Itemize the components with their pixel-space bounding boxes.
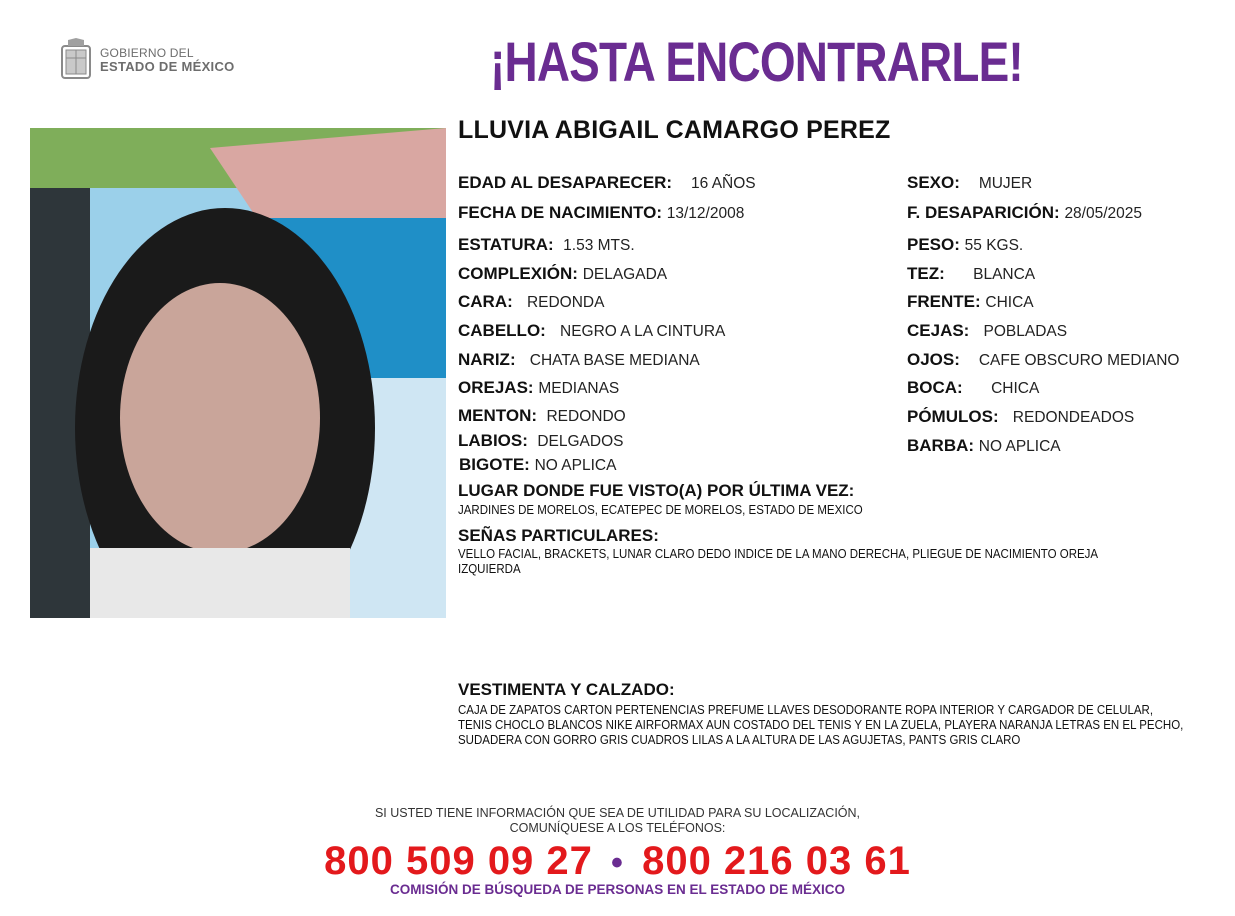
field-cejas: CEJAS: POBLADAS	[907, 321, 1068, 340]
field-sexo: SEXO: MUJER	[907, 173, 1033, 192]
field-tez: TEZ: BLANCA	[907, 264, 1036, 283]
commission-name: COMISIÓN DE BÚSQUEDA DE PERSONAS EN EL ESTADO DE MÉXICO	[389, 882, 846, 897]
field-menton: MENTON: REDONDO	[458, 406, 626, 425]
clothing-text: CAJA DE ZAPATOS CARTON PERTENENCIAS PREFUME LLAVES DESODORANTE ROPA INTERIOR Y CARGADOR DE CELULAR, TENIS CHOCLO BLANCOS NIKE AIRFORMAX AUN COSTADO DEL TENIS Y EN LA ZUELA, PLAYERA NARANJA LETRAS EN EL PECHO, SUDADERA CON GORRO GRIS CUADROS LILAS A LA ALTURA DE LAS AGUJETAS, PANTS GRIS CLARO	[458, 703, 1184, 747]
last-seen-heading: LUGAR DONDE FUE VISTO(A) POR ÚLTIMA VEZ:	[458, 481, 855, 500]
separator-dot: •	[611, 844, 624, 882]
logo-line-1: GOBIERNO DEL	[100, 46, 194, 60]
field-fecha-nacimiento: FECHA DE NACIMIENTO: 13/12/2008	[458, 203, 745, 222]
field-orejas: OREJAS: MEDIANAS	[458, 378, 620, 397]
person-photo	[30, 128, 446, 618]
phone-number-2[interactable]: 800 216 03 61	[642, 839, 911, 883]
coat-of-arms-icon	[58, 38, 94, 82]
field-pomulos: PÓMULOS: REDONDEADOS	[907, 407, 1135, 426]
last-seen-text: JARDINES DE MORELOS, ECATEPEC DE MORELOS, ESTADO DE MEXICO	[458, 503, 863, 517]
marks-text: VELLO FACIAL, BRACKETS, LUNAR CLARO DEDO INDICE DE LA MANO DERECHA, PLIEGUE DE NACIMIENTO OREJA IZQUIERDA	[458, 547, 1098, 576]
photo-placeholder-icon	[30, 128, 446, 618]
marks-heading: SEÑAS PARTICULARES:	[458, 526, 659, 545]
field-cabello: CABELLO: NEGRO A LA CINTURA	[458, 321, 726, 340]
poster-title: ¡HASTA ENCONTRARLE!	[490, 30, 1023, 93]
phone-number-1[interactable]: 800 509 09 27	[324, 839, 593, 883]
field-nariz: NARIZ: CHATA BASE MEDIANA	[458, 350, 700, 369]
person-name: LLUVIA ABIGAIL CAMARGO PEREZ	[458, 116, 891, 144]
field-cara: CARA: REDONDA	[458, 292, 605, 311]
logo-line-2: ESTADO DE MÉXICO	[100, 59, 235, 74]
field-edad: EDAD AL DESAPARECER: 16 AÑOS	[458, 173, 756, 192]
field-boca: BOCA: CHICA	[907, 378, 1040, 397]
field-peso: PESO: 55 KGS.	[907, 235, 1024, 254]
field-bigote: BIGOTE: NO APLICA	[459, 455, 617, 474]
field-labios: LABIOS: DELGADOS	[458, 431, 624, 450]
clothing-heading: VESTIMENTA Y CALZADO:	[458, 680, 675, 699]
field-complexion: COMPLEXIÓN: DELAGADA	[458, 264, 668, 283]
contact-instructions: SI USTED TIENE INFORMACIÓN QUE SEA DE UTILIDAD PARA SU LOCALIZACIÓN, COMUNÍQUESE A LOS TELÉFONOS:	[374, 806, 861, 835]
field-barba: BARBA: NO APLICA	[907, 436, 1061, 455]
field-fecha-desaparicion: F. DESAPARICIÓN: 28/05/2025	[907, 203, 1143, 222]
contact-phones	[0, 838, 1235, 886]
field-estatura: ESTATURA: 1.53 MTS.	[458, 235, 635, 254]
government-logo	[58, 38, 235, 82]
field-ojos: OJOS: CAFE OBSCURO MEDIANO	[907, 350, 1180, 369]
field-frente: FRENTE: CHICA	[907, 292, 1034, 311]
